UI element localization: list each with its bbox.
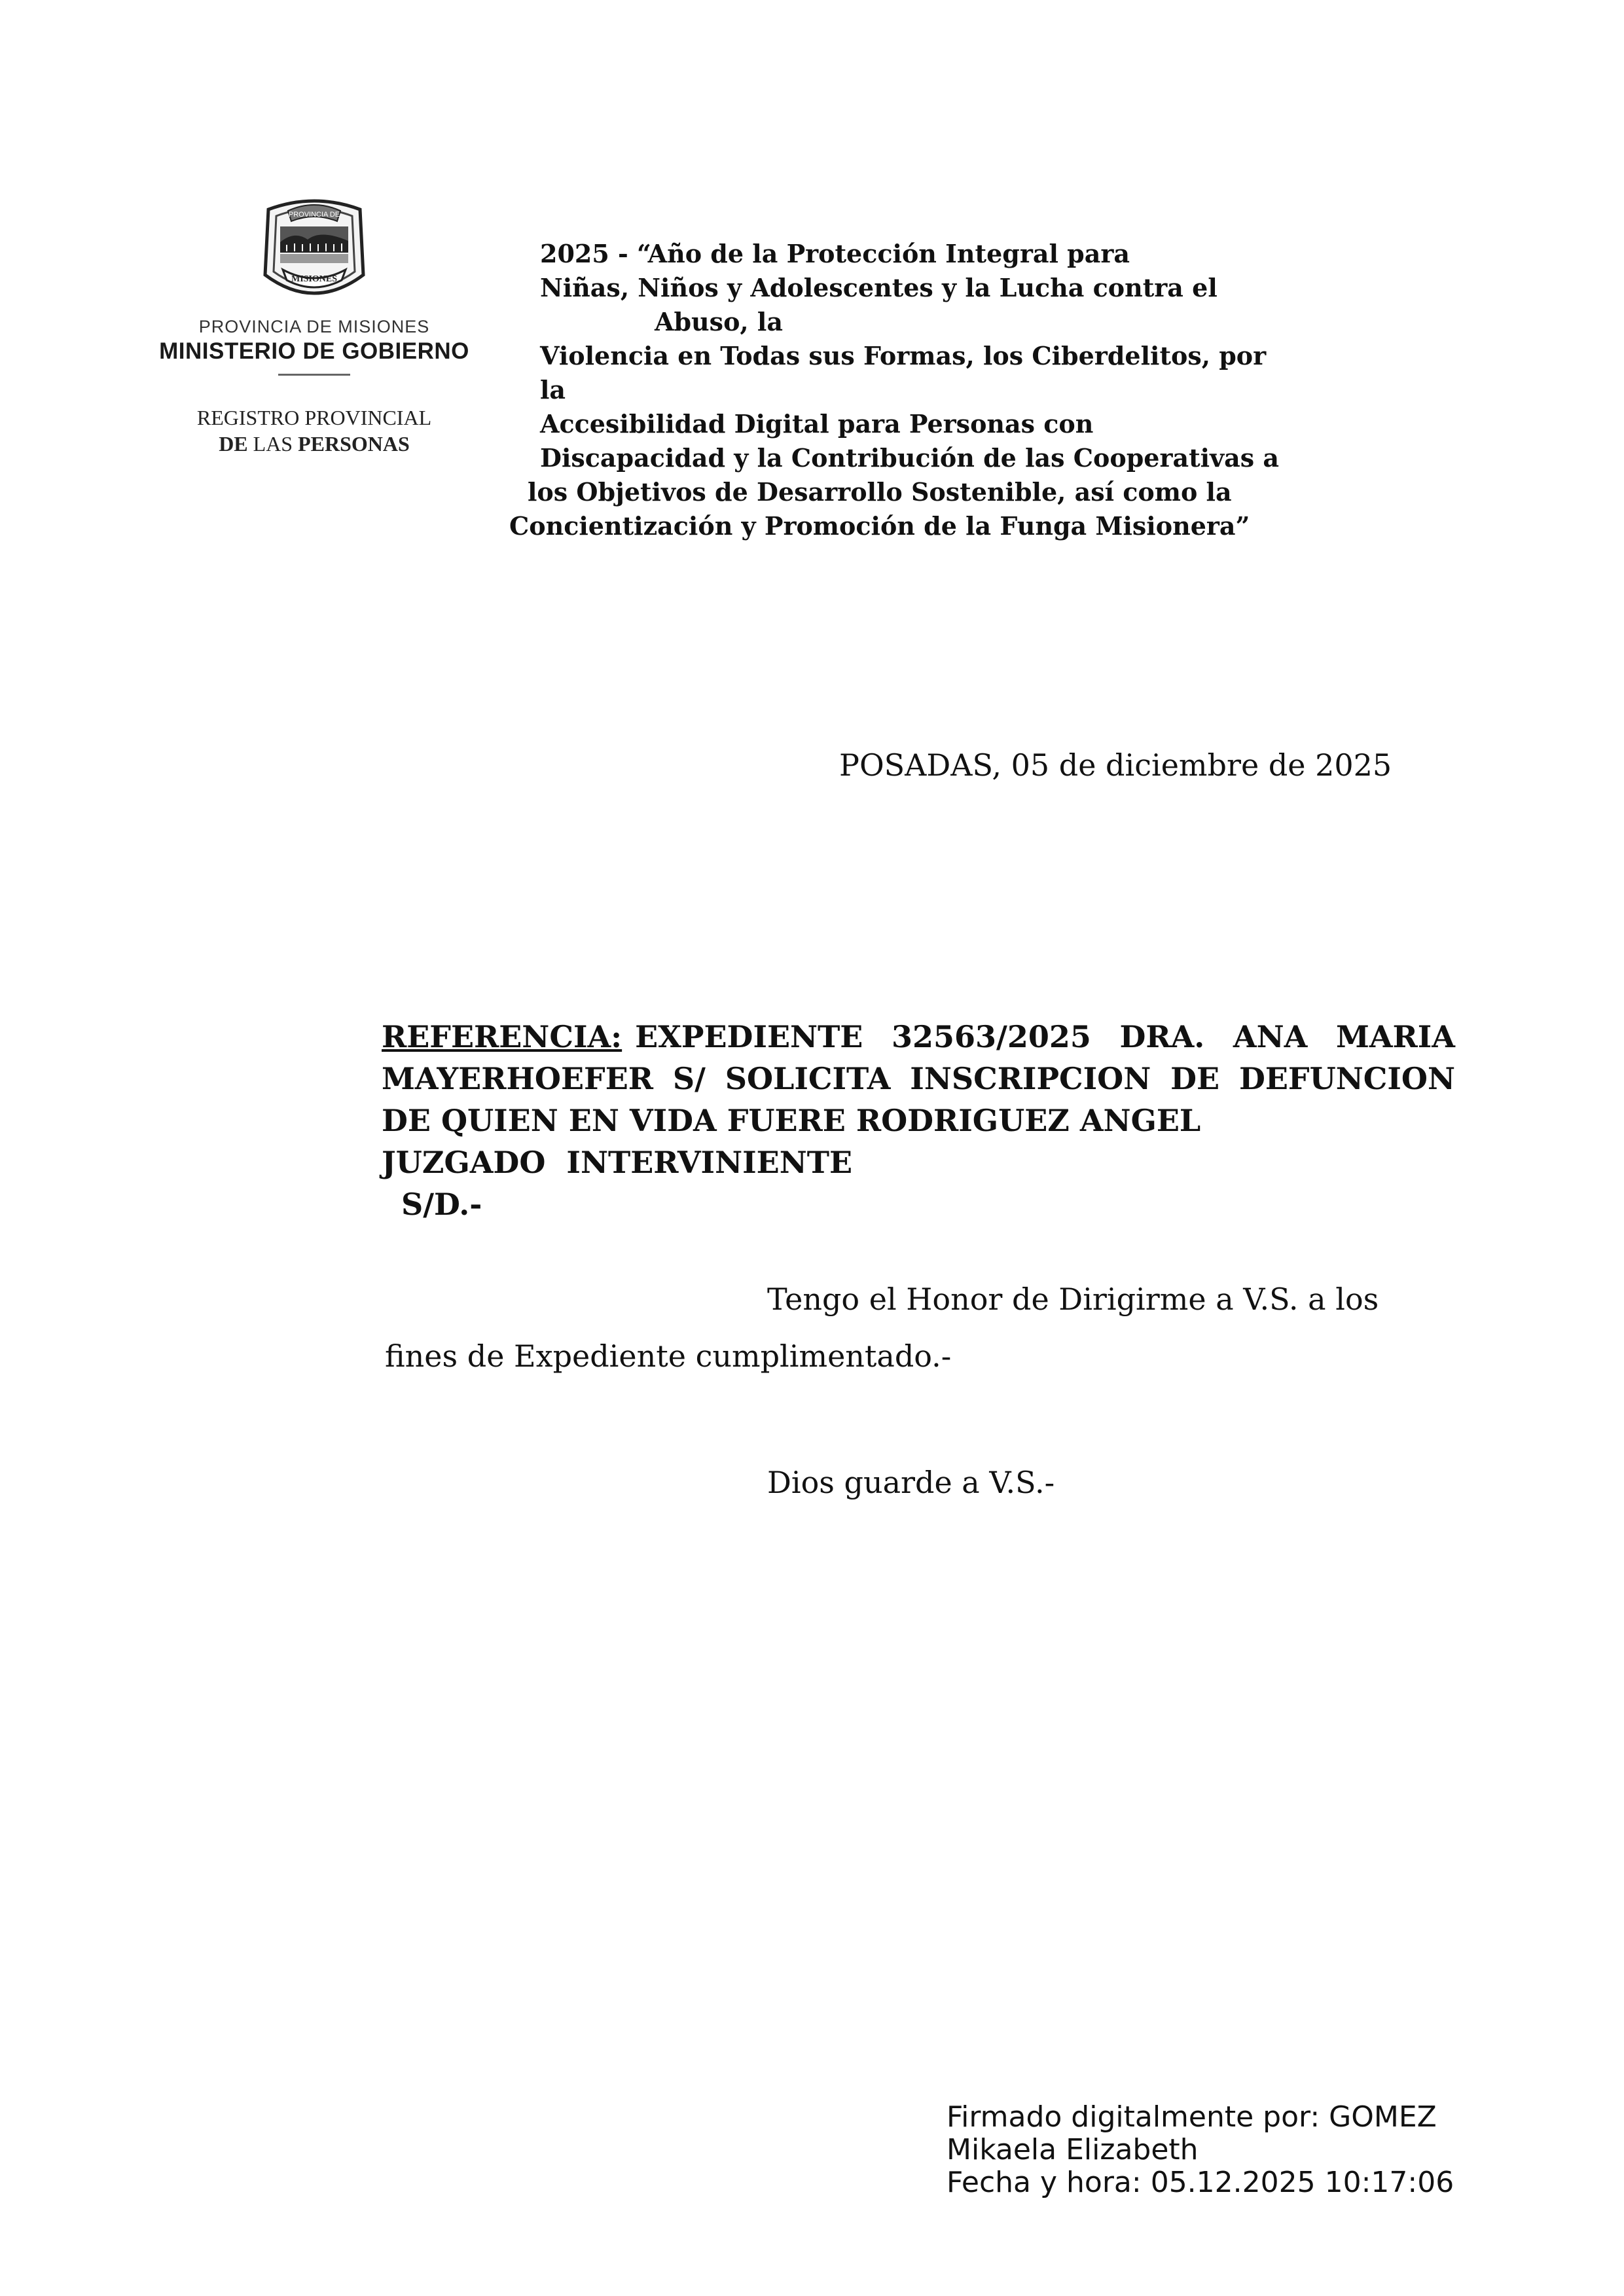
motto-line: los Objetivos de Desarrollo Sostenible, así como la [528,477,1232,507]
closing-line: Dios guarde a V.S.- [767,1465,1055,1500]
signature-line-1: Firmado digitalmente por: GOMEZ [947,2100,1437,2134]
digital-signature [947,2101,1454,2199]
signature-line-3: Fecha y hora: 05.12.2025 10:17:06 [947,2166,1454,2199]
provincial-seal-icon [242,196,386,308]
logo-divider [278,374,350,376]
registry-line-2-suffix: PERSONAS [298,432,410,456]
year-motto [504,237,1322,543]
signature-line-2: Mikaela Elizabeth [947,2133,1199,2166]
registry-line-2-prefix: DE [219,432,248,456]
registry-line-2 [157,431,471,457]
seal-top-text: PROVINCIA DE [288,211,340,219]
reference-line-4: JUZGADO INTERVINIENTE [382,1145,853,1180]
motto-line: Accesibilidad Digital para Personas con [540,409,1094,439]
registry-line-1: REGISTRO PROVINCIAL [196,406,432,429]
motto-line: Abuso, la [655,307,783,336]
body-paragraph-line-1: Tengo el Honor de Dirigirme a V.S. a los [767,1282,1379,1317]
reference-line-5: S/D.- [401,1187,482,1222]
reference-line-3: DE QUIEN EN VIDA FUERE RODRIGUEZ ANGEL [382,1103,1201,1138]
motto-line: Violencia en Todas sus Formas, los Ciberdelitos, por [540,341,1267,370]
motto-line: Discapacidad y la Contribución de las Cooperativas a [540,443,1280,473]
letterhead-logo [157,196,471,376]
motto-line: Concientización y Promoción de la Funga Misionera” [509,511,1250,541]
motto-line: Niñas, Niños y Adolescentes y la Lucha contra el [540,273,1218,302]
ministry-name: MINISTERIO DE GOBIERNO [159,338,469,364]
reference-label: REFERENCIA: [382,1019,623,1054]
document-date: POSADAS, 05 de diciembre de 2025 [839,747,1392,783]
registry-line-2-middle: LAS [253,432,293,456]
reference-block [382,1016,1455,1225]
seal-bottom-text: MISIONES [291,274,338,284]
body-paragraph-line-2: fines de Expediente cumplimentado.- [385,1338,952,1374]
registry-name [157,404,471,457]
motto-line: la [540,375,566,404]
reference-line-1-text: EXPEDIENTE 32563/2025 DRA. ANA MARIA [635,1019,1455,1054]
motto-line: 2025 - “Año de la Protección Integral para [540,239,1130,268]
province-name: PROVINCIA DE MISIONES [198,317,430,336]
reference-line-1 [382,1016,1455,1058]
reference-line-2: MAYERHOEFER S/ SOLICITA INSCRIPCION DE DEFUNCION [382,1061,1455,1096]
